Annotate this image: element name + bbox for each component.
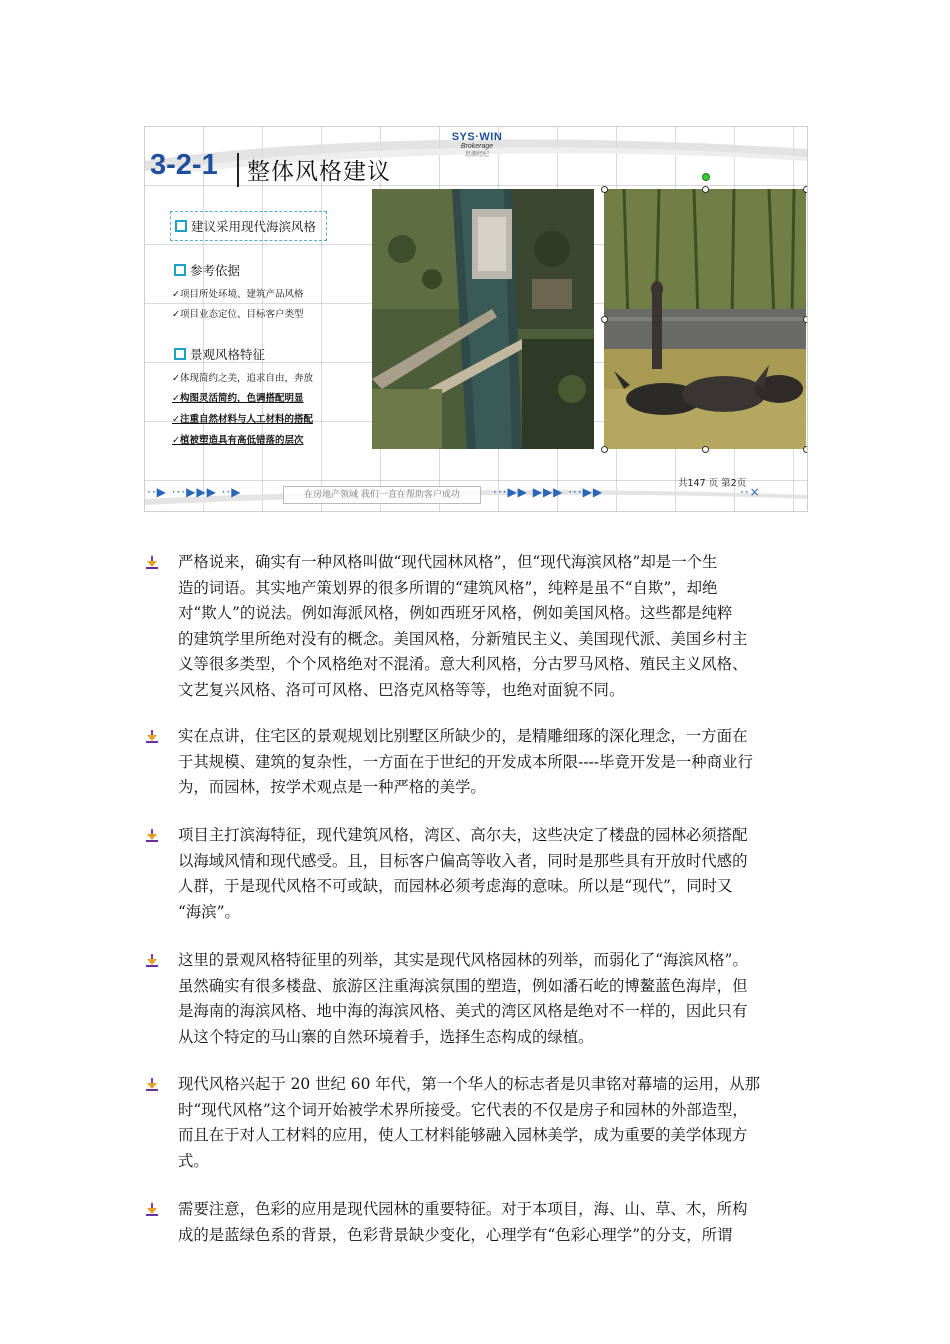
paragraph	[178, 1072, 818, 1174]
resize-handle[interactable]	[601, 316, 608, 323]
paragraph-line: 项目主打滨海特征，现代建筑风格，湾区、高尔夫，这些决定了楼盘的园林必须搭配	[178, 826, 748, 844]
resize-handle[interactable]	[803, 186, 808, 193]
paragraph-line: 虽然确实有很多楼盘、旅游区注重海滨氛围的塑造，例如潘石屹的博鳌蓝色海岸，但	[178, 976, 748, 995]
paragraph-bullet-icon	[146, 829, 158, 843]
paragraph-line: 时“现代风格”这个词开始被学术界所接受。它代表的不仅是房子和园林的外部造型，	[178, 1100, 748, 1119]
recommendation-text: 建议采用现代海滨风格	[191, 219, 317, 234]
paragraph-bullet-icon	[146, 1078, 158, 1092]
resize-handle[interactable]	[601, 446, 608, 453]
logo-sub-text: Brokerage	[460, 143, 494, 150]
paragraph-line: “海滨”。	[178, 902, 240, 921]
basis-heading	[174, 261, 240, 279]
feature-item: ✓注重自然材料与人工材料的搭配	[172, 414, 313, 425]
resize-handle[interactable]	[803, 316, 808, 323]
company-logo	[445, 131, 509, 158]
paragraph-bullet-icon	[146, 1203, 158, 1217]
company-slogan: 在房地产领域 我们一直在帮助客户成功	[283, 486, 481, 504]
feature-heading-text: 景观风格特征	[190, 347, 266, 362]
paragraph	[178, 1197, 818, 1248]
page-counter: 共147 页 第2页	[678, 478, 747, 489]
square-bullet-icon	[174, 264, 186, 276]
paragraph-line: 对“欺人”的说法。例如海派风格，例如西班牙风格，例如美国风格。这些都是纯粹	[178, 604, 733, 622]
basis-item: ✓项目业态定位、目标客户类型	[172, 309, 304, 320]
paragraph-line: 式。	[178, 1151, 209, 1170]
paragraph-line: 人群，于是现代风格不可或缺，而园林必须考虑海的意味。所以是“现代”，同时又	[178, 877, 733, 895]
footer-arrows-middle: ···▶▶ ▶▶▶ ···▶▶	[493, 485, 604, 499]
paragraph	[178, 724, 818, 801]
paragraph-line: 实在点讲，住宅区的景观规划比别墅区所缺少的，是精雕细琢的深化理念，一方面在	[178, 727, 748, 745]
logo-cn-text: 思源经纪	[464, 151, 489, 158]
paragraph-line: 严格说来，确实有一种风格叫做“现代园林风格”，但“现代海滨风格”却是一个生	[178, 553, 718, 571]
paragraph-line: 现代风格兴起于 20 世纪 60 年代，第一个华人的标志者是贝聿铭对幕墙的运用，从那	[178, 1075, 761, 1093]
paragraph-line: 以海域风情和现代感受。且，目标客户偏高等收入者，同时是那些具有开放时代感的	[178, 851, 748, 870]
paragraph-line: 的建筑学里所绝对没有的概念。美国风格，分新殖民主义、美国现代派、美国乡村主	[178, 629, 748, 648]
square-bullet-icon	[174, 348, 186, 360]
garden-sculpture-photo	[604, 189, 806, 449]
feature-item: ✓体现简约之美，追求自由，奔放	[172, 373, 313, 384]
footer-arrows-right: ··×	[740, 485, 761, 499]
basis-item: ✓项目所处环境、建筑产品风格	[172, 289, 304, 300]
paragraph	[178, 823, 818, 925]
paragraph-line: 义等很多类型，个个风格绝对不混淆。意大利风格，分古罗马风格、殖民主义风格、	[178, 655, 748, 673]
basis-heading-text: 参考依据	[190, 263, 241, 278]
slide-screenshot	[144, 126, 808, 512]
paragraph-bullet-icon	[146, 556, 158, 570]
aerial-landscape-photo	[372, 189, 594, 449]
paragraph-bullet-icon	[146, 730, 158, 744]
rotate-handle[interactable]	[702, 173, 710, 181]
paragraph-line: 需要注意，色彩的应用是现代园林的重要特征。对于本项目，海、山、草、木，所构	[178, 1200, 748, 1218]
section-title: 整体风格建议	[247, 159, 391, 185]
feature-item: ✓构图灵活简约，色调搭配明显	[172, 393, 304, 404]
paragraph-line: 成的是蓝绿色系的背景，色彩背景缺少变化，心理学有“色彩心理学”的分支，所谓	[178, 1225, 733, 1244]
paragraph-line: 这里的景观风格特征里的列举，其实是现代风格园林的列举，而弱化了“海滨风格”。	[178, 951, 748, 969]
resize-handle[interactable]	[702, 446, 709, 453]
resize-handle[interactable]	[803, 446, 808, 453]
resize-handle[interactable]	[601, 186, 608, 193]
paragraph-line: 于其规模、建筑的复杂性，一方面在于世纪的开发成本所限----毕竟开发是一种商业行	[178, 752, 753, 771]
section-divider	[237, 153, 239, 187]
paragraph	[178, 948, 818, 1050]
feature-item: ✓植被塑造具有高低错落的层次	[172, 435, 304, 446]
paragraph-line: 造的词语。其实地产策划界的很多所谓的“建筑风格”，纯粹是虽不“自欺”，却绝	[178, 578, 718, 597]
paragraph-line: 是海南的海滨风格、地中海的海滨风格、美式的湾区风格是绝对不一样的，因此只有	[178, 1002, 748, 1020]
paragraph-bullet-icon	[146, 954, 158, 968]
paragraph-line: 为，而园林，按学术观点是一种严格的美学。	[178, 778, 486, 796]
paragraph-line: 从这个特定的马山寨的自然环境着手，选择生态构成的绿植。	[178, 1027, 594, 1046]
recommendation-box	[170, 211, 327, 241]
section-number: 3-2-1	[150, 149, 218, 181]
square-bullet-icon	[175, 220, 187, 232]
paragraph-line: 而且在于对人工材料的应用，使人工材料能够融入园林美学，成为重要的美学体现方	[178, 1126, 748, 1144]
feature-heading	[174, 345, 265, 363]
footer-arrows-left: ··▶ ···▶▶▶ ··▶	[147, 485, 242, 499]
paragraph	[178, 550, 818, 703]
logo-main-text: SYS·WIN	[451, 131, 503, 143]
paragraph-line: 文艺复兴风格、洛可可风格、巴洛克风格等等，也绝对面貌不同。	[178, 680, 625, 699]
resize-handle[interactable]	[702, 186, 709, 193]
